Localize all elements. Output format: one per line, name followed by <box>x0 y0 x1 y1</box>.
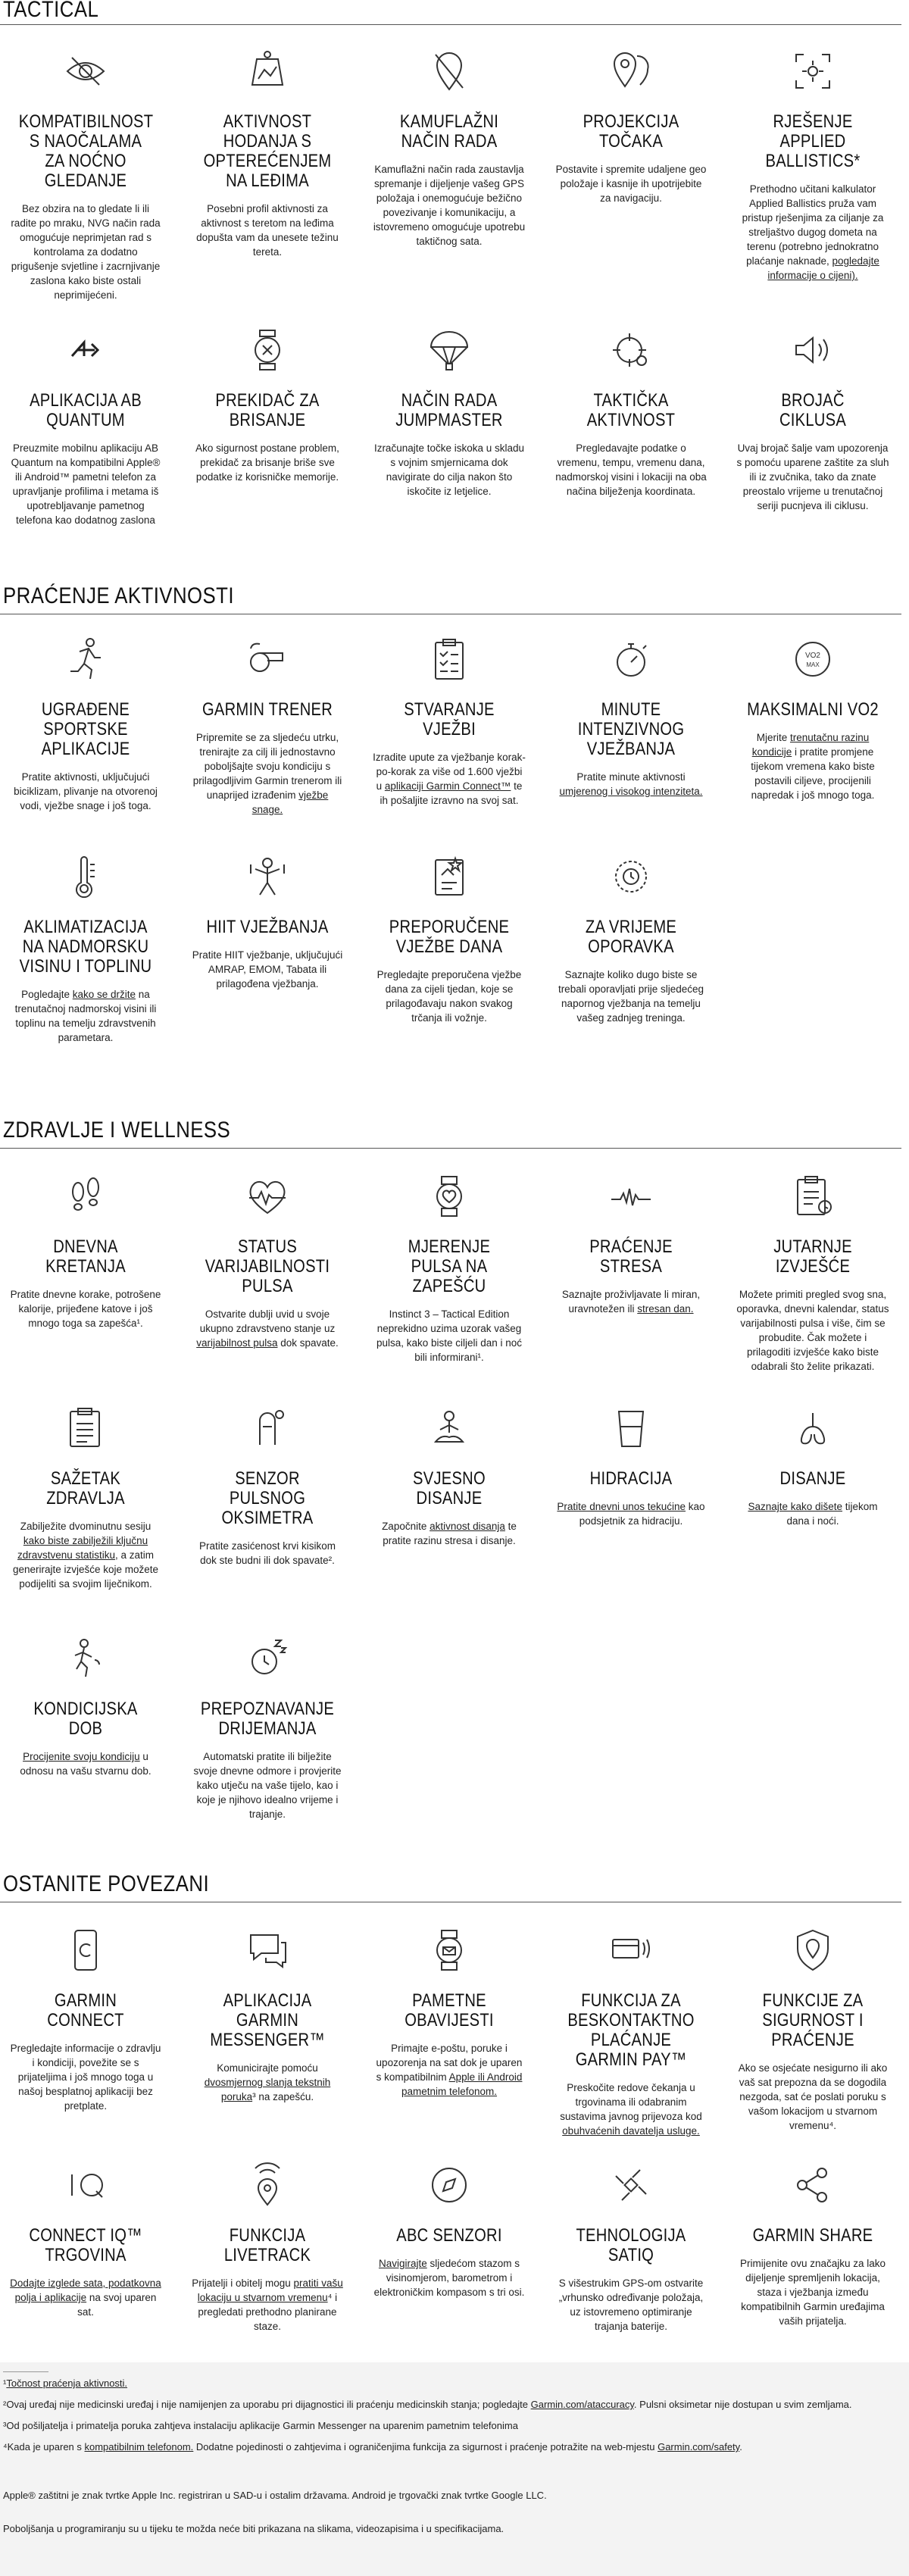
share-icon <box>789 2161 837 2209</box>
waypoint-projection-icon <box>607 47 655 95</box>
feature-stress-tracking <box>551 1172 711 1316</box>
feature-stealth-mode <box>370 47 529 249</box>
feature-pulse-ox <box>188 1404 347 1568</box>
footnote-marker: ¹ <box>3 2377 7 2389</box>
disclaimer-note <box>3 2523 504 2534</box>
footnote-text: Kada je uparen s <box>7 2441 85 2453</box>
hrv-status-icon <box>243 1172 292 1221</box>
feature-title: HIDRACIJA <box>589 1468 673 1489</box>
health-stats-link[interactable]: kako biste zabilježili ključnu zdravstvenu statistiku <box>17 1535 148 1561</box>
feature-title: NAČIN RADA JUMPMASTER <box>395 390 503 430</box>
satiq-icon <box>607 2161 655 2209</box>
feature-desc: Saznajte koliko dugo biste se trebali oporavljati prije sljedećeg napornog vježbanja na temelju vašeg zadnjeg treninga. <box>558 969 704 1024</box>
garmin-connect-app-link[interactable]: aplikaciji Garmin Connect™ <box>384 780 511 792</box>
feature-desc: Zabilježite dvominutnu sesiju <box>20 1521 152 1532</box>
stress-tracking-icon <box>607 1172 655 1221</box>
footnote-4 <box>3 2441 742 2453</box>
breathwork-link[interactable]: aktivnost disanja <box>430 1521 505 1532</box>
feature-garmin-pay <box>551 1926 711 2138</box>
feature-desc-end: na trenutačnoj nadmorskoj visini ili toplinu na temelju zdravstvenih parametara. <box>14 989 157 1043</box>
feature-satiq <box>551 2161 711 2334</box>
feature-title: FUNKCIJA ZA BESKONTAKTNO PLAĆANJE GARMIN PAY™ <box>567 1990 695 2070</box>
trademark-note <box>3 2490 547 2501</box>
feature-desc-end: i pratite promjene tijekom vremena kako biste postavili ciljeve, procijenili napredak i još mnogo toga. <box>751 746 875 801</box>
feature-applied-ballistics <box>733 47 892 283</box>
feature-desc: Uvaj brojač šalje vam upozorenja s pomoću uparene zaštite za sluh ili iz zvučnika, tako da znate preostalo vrijeme u trenutačnoj seriji pucnjeva ili ciklusu. <box>736 442 889 511</box>
wrist-heart-rate-icon <box>425 1172 473 1221</box>
feature-title: APLIKACIJA AB QUANTUM <box>30 390 142 430</box>
footnote-marker: ⁴ <box>3 2441 8 2453</box>
feature-title: DNEVNA KRETANJA <box>45 1236 126 1277</box>
feature-desc: Preuzmite mobilnu aplikaciju AB Quantum na kompatibilni Apple® ili Android™ pametni telefon za upravljanje profilima i metama iš upotrebljavanje pametnog telefona kao dodatnog zaslona <box>11 442 161 526</box>
footnote-text-end: . <box>739 2441 742 2453</box>
section-divider <box>0 24 901 25</box>
feature-title: PREPORUČENE VJEŽBE DANA <box>389 917 510 957</box>
feature-desc: Pratite HIIT vježbanje, uključujući AMRAP, EMOM, Tabata ili prilagođena vježbanja. <box>192 949 343 989</box>
feature-desc-end: u odnosu na vašu stvarnu dob. <box>20 1751 152 1777</box>
feature-desc: Primajte e-poštu, poruke i upozorenja na sat dok je uparen s kompatibilnim <box>376 2043 523 2083</box>
feature-title: JUTARNJE IZVJEŠĆE <box>773 1236 852 1277</box>
live-location-link[interactable]: pratiti vašu lokaciju u stvarnom vremenu <box>197 2277 343 2303</box>
feature-waypoint-projection <box>551 47 711 205</box>
feature-smart-notifications <box>370 1926 529 2099</box>
footnote-3 <box>3 2420 518 2431</box>
feature-desc-end: sljedećom stazom s visinomjerom, barometrom i elektroničkim kompasom s tri osi. <box>373 2258 525 2298</box>
feature-desc-end: , a zatim generirajte izvješće koje možete podijeliti sa svojim liječnikom. <box>12 1549 159 1590</box>
feature-desc: Pogledajte <box>21 989 73 1000</box>
section-tactical <box>0 0 909 576</box>
feature-desc: Prethodno učitani kalkulator Applied Ballistics pruža vam pristup rješenjima za ciljanje za streljaštvo dugog dometa na terenu (potrebno jednokratno plaćanje naknade, <box>742 183 884 267</box>
fluid-intake-link[interactable]: Pratite dnevni unos tekućine <box>557 1501 686 1512</box>
feature-title: KAMUFLAŽNI NAČIN RADA <box>399 111 499 152</box>
feature-safety-tracking <box>733 1926 892 2133</box>
section-title: PRAĆENJE AKTIVNOSTI <box>3 583 234 608</box>
feature-title: MINUTE INTENZIVNOG VJEŽBANJA <box>577 699 685 759</box>
footnote-1 <box>3 2377 127 2389</box>
feature-wrist-hr <box>370 1172 529 1365</box>
morning-report-icon <box>789 1172 837 1221</box>
feature-desc-wrap <box>733 730 892 802</box>
feature-desc-wrap <box>188 730 347 817</box>
vo2max-icon <box>789 635 837 683</box>
feature-title: PROJEKCIJA TOČAKA <box>583 111 679 152</box>
footnote-text-mid: Dodatne pojedinosti o zahtjevima i ograničenjima funkcija za sigurnost i praćenje potražite na web-mjestu <box>193 2441 658 2453</box>
ab-quantum-logo-icon <box>61 326 110 374</box>
feature-desc: Pratite zasićenost krvi kisikom dok ste budni ili dok spavate². <box>198 1540 336 1566</box>
feature-desc: Mjerite <box>756 732 790 743</box>
feature-desc: Primijenite ovu značajku za lako dijeljenje spremljenih lokacija, staza i vježbanja između kompatibilnih Garmin uređajima vaših prijatelja. <box>739 2258 886 2327</box>
feature-title: ZA VRIJEME OPORAVKA <box>585 917 677 957</box>
feature-title: MAKSIMALNI VO2 <box>747 699 879 720</box>
livetrack-icon <box>243 2161 292 2209</box>
compatible-phone-link[interactable]: kompatibilnim telefonom. <box>84 2441 194 2453</box>
strength-workouts-link[interactable]: vježbe snage. <box>251 789 329 815</box>
feature-desc: Komunicirajte pomoću <box>217 2062 318 2074</box>
feature-desc-wrap <box>188 1307 347 1350</box>
section-divider <box>0 1148 901 1149</box>
activity-accuracy-link[interactable]: Točnost praćenja aktivnosti. <box>6 2377 128 2389</box>
footnote-text-end: . Pulsni oksimetar nije dostupan u svim zemljama. <box>633 2399 852 2410</box>
feature-title: KOMPATIBILNOST S NAOČALAMA ZA NOĆNO GLEDANJE <box>18 111 154 191</box>
night-vision-icon <box>61 47 110 95</box>
svg-text:MAX: MAX <box>806 661 820 668</box>
footnote-marker: ³ <box>3 2420 7 2431</box>
hrv-link[interactable]: varijabilnost pulsa <box>196 1337 278 1349</box>
feature-desc-wrap <box>370 2041 529 2099</box>
feature-desc-wrap <box>188 2276 347 2334</box>
feature-desc: Kamuflažni način rada zaustavlja spremanje i dijeljenje vašeg GPS položaja i onemogućuje bežično povezivanje i komunikaciju, a istovremeno omogućuje upotrebu taktičnog sata. <box>373 164 526 247</box>
section-title: TACTICAL <box>3 0 99 22</box>
feature-abc-sensors <box>370 2161 529 2299</box>
feature-desc: Saznajte proživljavate li miran, uravnotežen ili <box>561 1289 701 1315</box>
feature-desc-wrap <box>733 182 892 283</box>
feature-title: MJERENJE PULSA NA ZAPEŠĆU <box>408 1236 491 1296</box>
feature-night-vision <box>6 47 165 302</box>
footnote-marker: ² <box>3 2399 7 2410</box>
parachute-icon <box>425 326 473 374</box>
feature-desc: Prijatelji i obitelj mogu <box>192 2277 294 2289</box>
feature-respiration <box>733 1404 892 1528</box>
feature-title: FUNKCIJA LIVETRACK <box>223 2225 311 2265</box>
smart-notifications-icon <box>425 1926 473 1974</box>
connect-iq-link[interactable]: Dodajte izglede sata, podatkovna polja i aplikacije <box>10 2277 161 2303</box>
feature-title: SVJESNO DISANJE <box>413 1468 486 1508</box>
ataccuracy-link[interactable]: Garmin.com/ataccuracy <box>530 2399 634 2410</box>
garmin-safety-link[interactable]: Garmin.com/safety <box>658 2441 740 2453</box>
feature-recovery-time <box>551 852 711 1025</box>
feature-desc: Instinct 3 – Tactical Edition neprekidno uzima uzorak vašeg pulsa, kako biste ciljeli dan i noć bili informirani¹. <box>376 1308 523 1363</box>
providers-link[interactable]: obuhvaćenih davatelja usluge. <box>562 2125 700 2137</box>
garmin-pay-icon <box>607 1926 655 1974</box>
footnote-2 <box>3 2399 851 2410</box>
feature-desc-wrap <box>6 2276 165 2319</box>
feature-desc-wrap <box>551 2080 711 2138</box>
health-snapshot-icon <box>61 1404 110 1452</box>
fitness-level-link[interactable]: trenutačnu razinu kondicije <box>751 732 870 758</box>
footnote-text: Od pošiljatelja i primatelja poruka zahtjeva instalaciju aplikacije Garmin Messenger na uparenim pametnim telefonima <box>6 2420 518 2431</box>
section-title: ZDRAVLJE I WELLNESS <box>3 1118 231 1143</box>
feature-desc-wrap <box>6 987 165 1045</box>
feature-garmin-share <box>733 2161 892 2328</box>
feature-desc: Pregledajte preporučena vježbe dana za cijeli tjedan, koje se prilagođavaju nakon svakog trčanja ili vožnje. <box>376 969 522 1024</box>
feature-desc: Posebni profil aktivnosti za aktivnost s teretom na leđima dopušta vam da unesete težinu tereta. <box>196 203 339 258</box>
whistle-icon <box>243 635 292 683</box>
feature-desc-wrap <box>370 2256 529 2299</box>
breathing-link[interactable]: Saznajte kako dišete <box>748 1501 843 1512</box>
fitness-age-link[interactable]: Procijenite svoju kondiciju <box>23 1751 140 1762</box>
feature-desc: S višestrukim GPS-om ostvarite „vrhunsko određivanje položaja, uz istovremeno optimiranje trajanja baterije. <box>558 2277 704 2332</box>
feature-hydration <box>551 1404 711 1528</box>
feature-desc-end: dok spavate. <box>277 1337 339 1349</box>
feature-title: TEHNOLOGIJA SATIQ <box>576 2225 686 2265</box>
feature-workout-creation <box>370 635 529 808</box>
feature-desc: Možete primiti pregled svog sna, oporavka, dnevni kalendar, status varijabilnosti pulsa i više, čim se probudite. Čak možete i prilagoditi izvješće kako biste odabrali što želite prikazati. <box>736 1289 889 1372</box>
feature-desc: Automatski pratite ili bilježite svoje dnevne odmore i provjerite kako utječu na vaše tijelo, kao i koje je njihovo idealno vrijeme i trajanje. <box>193 1751 342 1820</box>
section-stay-connected <box>0 1871 909 2356</box>
feature-hiit <box>188 852 347 991</box>
recovery-time-icon <box>607 852 655 901</box>
feature-desc-end: ³ na zapešću. <box>252 2091 314 2102</box>
feature-title: APLIKACIJA GARMIN MESSENGER™ <box>210 1990 325 2050</box>
feature-ab-quantum <box>6 326 165 527</box>
feature-title: BROJAČ CIKLUSA <box>779 390 847 430</box>
smartphone-link[interactable]: Apple ili Android pametnim telefonom. <box>401 2071 523 2097</box>
feature-garmin-coach <box>188 635 347 817</box>
how-you-cope-link[interactable]: kako se držite <box>72 989 136 1000</box>
pulse-ox-icon <box>243 1404 292 1452</box>
feature-desc: Ostvarite dublji uvid u svoje ukupno zdravstveno stanje uz <box>199 1308 336 1334</box>
stealth-mode-icon <box>425 47 473 95</box>
section-activity-tracking <box>0 583 909 1114</box>
connect-iq-icon <box>61 2161 110 2209</box>
feature-desc: Pregledavajte podatke o vremenu, tempu, vremenu dana, nadmorskoj visini i lokaciji na oba načina bilježenja koordinata. <box>555 442 707 497</box>
feature-intensity-minutes <box>551 635 711 799</box>
feature-title: PRAĆENJE STRESA <box>589 1236 673 1277</box>
feature-title: PAMETNE OBAVIJESTI <box>405 1990 494 2030</box>
feature-desc: Pratite minute aktivnosti <box>576 771 686 783</box>
feature-title: FUNKCIJE ZA SIGURNOST I PRAĆENJE <box>762 1990 864 2050</box>
stress-link[interactable]: stresan dan. <box>637 1303 694 1315</box>
feature-title: KONDICIJSKA DOB <box>33 1699 138 1739</box>
footprints-icon <box>61 1172 110 1221</box>
feature-desc-wrap <box>551 770 711 799</box>
breathwork-icon <box>425 1404 473 1452</box>
footnote-text: Poboljšanja u programiranju su u tijeku te možda neće biti prikazana na slikama, videozapisima i u specifikacijama. <box>3 2523 504 2534</box>
two-way-messaging-link[interactable]: dvosmjernog slanja tekstnih poruka <box>204 2077 331 2102</box>
footnotes <box>0 2362 909 2576</box>
sleep-detection-icon <box>243 1634 292 1683</box>
feature-desc-wrap <box>370 1519 529 1548</box>
thermometer-icon <box>61 852 110 901</box>
feature-title: STATUS VARIJABILNOSTI PULSA <box>205 1236 330 1296</box>
feature-title: UGRAĐENE SPORTSKE APLIKACIJE <box>41 699 130 759</box>
feature-sport-apps <box>6 635 165 813</box>
feature-acclimation <box>6 852 165 1045</box>
feature-title: RJEŠENJE APPLIED BALLISTICS* <box>765 111 861 171</box>
stopwatch-icon <box>607 635 655 683</box>
feature-desc: Ako sigurnost postane problem, prekidač za brisanje briše sve podatke iz korisničke memorije. <box>195 442 339 483</box>
compass-icon <box>425 2161 473 2209</box>
feature-title: GARMIN TRENER <box>201 699 333 720</box>
feature-vo2max <box>733 635 892 802</box>
feature-desc: Izradite upute za vježbanje korak-po-korak za više od 1.600 vježbi u <box>373 752 526 792</box>
feature-nap-detection <box>188 1634 347 1821</box>
feature-title: TAKTIČKA AKTIVNOST <box>586 390 676 430</box>
feature-title: GARMIN CONNECT <box>47 1990 124 2030</box>
feature-daily-activity <box>6 1172 165 1330</box>
feature-title: AKLIMATIZACIJA NA NADMORSKU VISINU I TOPLINU <box>19 917 152 977</box>
messenger-icon <box>243 1926 292 1974</box>
feature-title: DISANJE <box>779 1468 846 1489</box>
feature-desc-wrap <box>551 1287 711 1316</box>
shot-counter-icon <box>789 326 837 374</box>
feature-desc-end: ⁴ i pregledati prethodno planirane staze. <box>198 2292 338 2332</box>
clipboard-workout-icon <box>425 635 473 683</box>
feature-desc: Pregledajte informacije o zdravlju i kondiciji, povežite se s prijateljima i još mnogo toga u našoj besplatnoj aplikaciji bez pretplate. <box>10 2043 161 2112</box>
safety-shield-icon <box>789 1926 837 1974</box>
ballistics-crosshair-icon <box>789 47 837 95</box>
feature-desc: Ako se osjećate nesigurno ili ako vaš sat prepozna da se dogodila nezgoda, sat će poslati poruku s vašom lokacijom u stvarnom vremenu⁴. <box>738 2062 888 2131</box>
feature-hrv-status <box>188 1172 347 1350</box>
feature-desc-wrap <box>733 1499 892 1528</box>
feature-connect-iq <box>6 2161 165 2319</box>
feature-title: GARMIN SHARE <box>752 2225 873 2246</box>
feature-title: STVARANJE VJEŽBI <box>404 699 495 739</box>
feature-desc-wrap <box>6 1749 165 1778</box>
kill-switch-icon <box>243 326 292 374</box>
feature-health-snapshot <box>6 1404 165 1591</box>
feature-fitness-age <box>6 1634 165 1778</box>
feature-desc-wrap <box>370 750 529 808</box>
feature-desc-end: te ih pošaljite izravno na svoj sat. <box>380 780 523 806</box>
intensity-link[interactable]: umjerenog i visokog intenziteta. <box>559 786 703 797</box>
section-title: OSTANITE POVEZANI <box>3 1871 210 1896</box>
feature-suggested-workouts <box>370 852 529 1025</box>
feature-shot-counter <box>733 326 892 513</box>
pricing-link[interactable]: pogledajte informacije o cijeni). <box>767 255 879 281</box>
feature-desc: Pratite dnevne korake, potrošene kalorije, prijeđene katove i još mnogo toga sa zapešća¹. <box>10 1289 161 1329</box>
section-health-wellness <box>0 1118 909 1868</box>
feature-desc: Izračunajte točke iskoka u skladu s vojnim smjernicama dok navigirate do cilja nakon što iskočite iz letjelice. <box>373 442 525 497</box>
feature-garmin-connect <box>6 1926 165 2113</box>
garmin-connect-icon <box>61 1926 110 1974</box>
feature-desc-wrap <box>6 1519 165 1591</box>
hydration-icon <box>607 1404 655 1452</box>
footnote-text: Ovaj uređaj nije medicinski uređaj i nije namijenjen za uporabu pri dijagnostici ili praćenju medicinskih stanja; pogledajte <box>6 2399 531 2410</box>
feature-desc: Postavite i spremite udaljene geo položaje i kasnije ih upotrijebite za navigaciju. <box>555 164 707 204</box>
feature-weighted-hiking <box>188 47 347 259</box>
running-icon <box>61 635 110 683</box>
feature-desc: Pratite aktivnosti, uključujući biciklizam, plivanje na otvorenoj vodi, vježbe snage i još toga. <box>14 771 158 811</box>
feature-desc-wrap <box>551 1499 711 1528</box>
feature-desc: Preskočite redove čekanja u trgovinama ili odabranim sustavima javnog prijevoza kod <box>560 2082 702 2122</box>
svg-text:VO2: VO2 <box>804 652 821 660</box>
feature-desc: Započnite <box>382 1521 430 1532</box>
feature-title: SENZOR PULSNOG OKSIMETRA <box>221 1468 314 1528</box>
footnote-rule <box>3 2371 48 2372</box>
feature-desc-end: tijekom dana i noći. <box>786 1501 878 1527</box>
feature-title: CONNECT IQ™ TRGOVINA <box>29 2225 142 2265</box>
hiit-icon <box>243 852 292 901</box>
feature-title: ABC SENZORI <box>396 2225 502 2246</box>
fitness-age-icon <box>61 1634 110 1683</box>
feature-desc: Pripremite se za sljedeću utrku, trenirajte za cilj ili jednostavno poboljšajte svoju kondiciju s prilagodljivim Garmin trenerom ili unaprijed izrađenim <box>192 732 342 801</box>
feature-breathwork <box>370 1404 529 1548</box>
feature-jumpmaster <box>370 326 529 499</box>
feature-title: PREPOZNAVANJE DRIJEMANJA <box>200 1699 335 1739</box>
feature-kill-switch <box>188 326 347 484</box>
feature-title: AKTIVNOST HODANJA S OPTEREĆENJEM NA LEĐIMA <box>203 111 332 191</box>
suggested-workouts-icon <box>425 852 473 901</box>
feature-desc-wrap <box>188 2061 347 2104</box>
feature-garmin-messenger <box>188 1926 347 2104</box>
feature-title: PREKIDAČ ZA BRISANJE <box>215 390 320 430</box>
respiration-icon <box>789 1404 837 1452</box>
tactical-activity-icon <box>607 326 655 374</box>
feature-desc-end: kao podsjetnik za hidraciju. <box>579 1501 705 1527</box>
feature-desc-end: te pratite razinu stresa i disanje. <box>383 1521 517 1546</box>
feature-title: HIIT VJEŽBANJA <box>206 917 329 937</box>
weighted-hiking-icon <box>243 47 292 95</box>
feature-morning-report <box>733 1172 892 1374</box>
feature-desc-end: na svoj uparen sat. <box>77 2292 157 2318</box>
feature-desc: Bez obzira na to gledate li ili radite po mraku, NVG način rada omogućuje neprimjetan rad s kontrolama za dodatno prigušenje svjetline i zacrnjivanje zaslona kako biste ostali neprimijećeni. <box>11 203 161 301</box>
feature-livetrack <box>188 2161 347 2334</box>
feature-title: SAŽETAK ZDRAVLJA <box>46 1468 125 1508</box>
navigate-link[interactable]: Navigirajte <box>378 2258 427 2269</box>
footnote-text: Apple® zaštitni je znak tvrtke Apple Inc. registriran u SAD-u i ostalim državama. Android je trgovački znak tvrtke Google LLC. <box>3 2490 547 2501</box>
feature-tactical-activity <box>551 326 711 499</box>
